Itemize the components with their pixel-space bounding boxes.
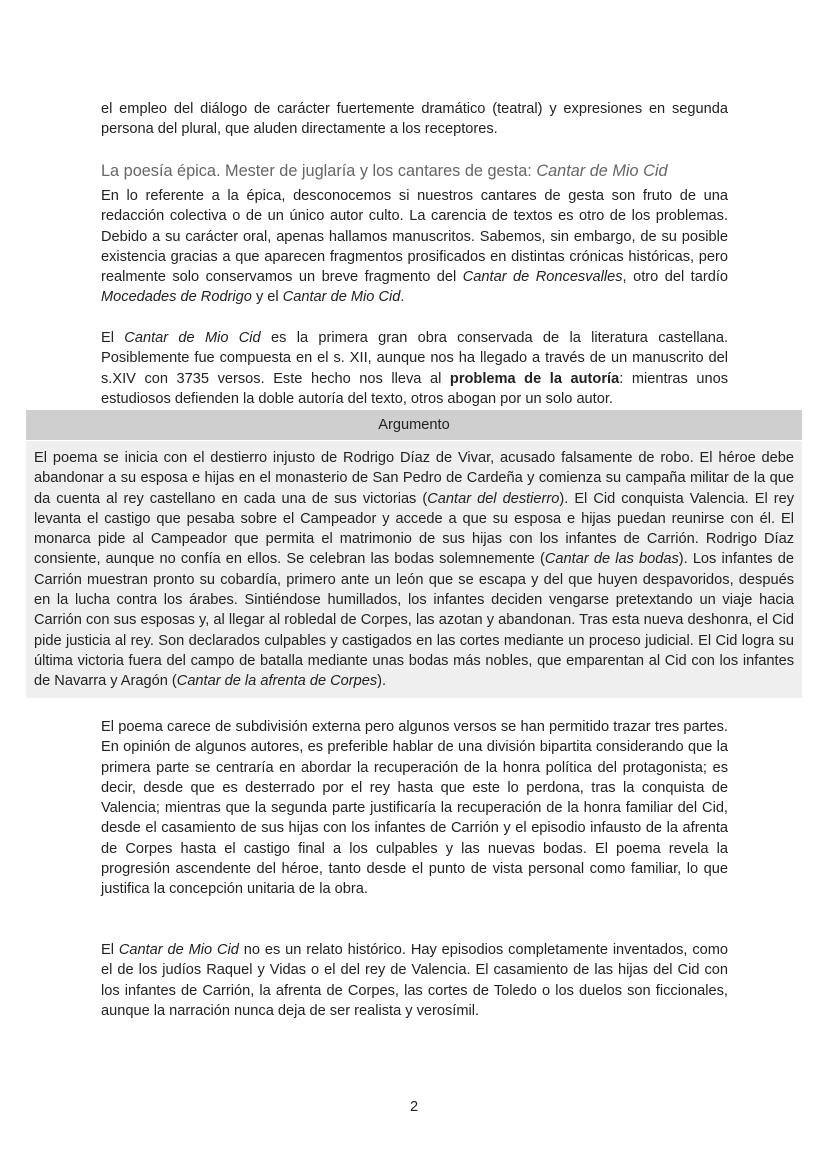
para4-c: no es un relato histórico. Hay episodios completamente inventados, como el de los judíos Raquel y Vidas o el del rey de Valencia. El casamiento de las hijas del Cid con los infantes de Carrión, la afrenta de Corpes, las cortes de Toledo o los duelos son ficcionales, aunque la narración nunca deja de ser realista y verosímil. bbox=[101, 942, 729, 1019]
para4-a: El bbox=[101, 942, 119, 958]
page-number: 2 bbox=[409, 1099, 419, 1115]
para1-c: , otro del tardío bbox=[622, 269, 728, 286]
para1-d: Mocedades de Rodrigo bbox=[101, 289, 252, 306]
para3-text: El poema carece de subdivisión externa pero algunos versos se han permitido trazar tres partes. En opinión de algunos autores, es preferible hablar de una división bipartita considerando que la primera parte se centraría en abordar la recuperación de la honra política del protagonista; es decir, desde que es desterrado por el rey hasta que este lo perdona, tras la conquista de Valencia; mientras que la segunda parte justificaría la recuperación de la honra familiar del Cid, desde el casamiento de sus hijas con los infantes de Carrión y el episodio infausto de la afrenta de Corpes hasta el castigo final a los culpables y las nuevas bodas. El poema revela la progresión ascendente del héroe, tanto desde el punto de vista personal como familiar, lo que justifica la concepción unitaria de la obra. bbox=[101, 719, 728, 898]
argument-g: ). bbox=[377, 673, 387, 690]
para2-b: Cantar de Mio Cid bbox=[124, 330, 261, 346]
para1-a: En lo referente a la épica, desconocemos si nuestros cantares de gesta son fruto de una redacción colectiva o de un único autor culto. La carencia de textos es otro de los problemas. Debido a su carácter oral, apenas hallamos manuscritos. Sabemos, sin embargo, de su posible existencia gracias a que aparecen fragmentos prosificados en distintas crónicas históricas, pero realmente solo conservamos un breve fragmento del bbox=[101, 188, 728, 286]
para1-e: y el bbox=[251, 289, 283, 306]
para1-b: Cantar de Roncesvalles bbox=[462, 269, 623, 286]
argument-body bbox=[26, 441, 802, 698]
argument-b: Cantar del destierro bbox=[427, 490, 560, 507]
section-heading-text: La poesía épica. Mester de juglaría y los cantares de gesta: bbox=[101, 162, 537, 180]
para1-g: . bbox=[400, 289, 405, 306]
para2-c: es la primera gran obra conservada de la literatura castellana. Posiblemente fue compuesta en el s. XII, aunque nos ha llegado a través de un manuscrito del s.XIV con 3735 versos. Este hecho nos lleva al bbox=[101, 330, 728, 387]
intro-text: el empleo del diálogo de carácter fuertemente dramático (teatral) y expresiones en segunda persona del plural, que aluden directamente a los receptores. bbox=[101, 101, 728, 138]
section-heading bbox=[101, 160, 668, 182]
paragraph-historicity bbox=[101, 940, 728, 1021]
argument-c: ). El Cid conquista Valencia. El rey levanta el castigo que pesaba sobre el Campeador y accede a que su esposa e hijas puedan reunirse con él. El monarca pide al Campeador que permita el matrimonio de sus hijas con los infantes de Carrión. Rodrigo Díaz consiente, aunque no confía en ellos. Se celebran las bodas solemnemente ( bbox=[34, 490, 794, 568]
paragraph-structure bbox=[101, 717, 728, 900]
para2-e: : mientras unos estudiosos defienden la doble autoría del texto, otros abogan por un solo autor. bbox=[101, 370, 728, 407]
intro-paragraph bbox=[101, 99, 728, 140]
para2-d: problema de la autoría bbox=[449, 370, 620, 387]
argument-header: Argumento bbox=[26, 410, 802, 440]
argument-e: ). Los infantes de Carrión muestran pronto su cobardía, primero ante un león que se escapa y del que huyen despavoridos, después en la lucha contra los árabes. Sintiéndose humillados, los infantes deciden vengarse pretextando un viaje hacia Carrión con sus esposas y, al llegar al robledal de Corpes, las azotan y abandonan. Tras esta nueva deshonra, el Cid pide justicia al rey. Son declarados culpables y castigados en las cortes mediante un proceso judicial. El Cid logra su última victoria fuera del campo de batalla mediante unas bodas más nobles, que emparentan al Cid con los infantes de Navarra y Aragón ( bbox=[34, 551, 794, 690]
section-heading-italic: Cantar de Mio Cid bbox=[536, 162, 668, 180]
para4-b: Cantar de Mio Cid bbox=[118, 942, 239, 958]
argument-d: Cantar de las bodas bbox=[544, 551, 679, 568]
argument-f: Cantar de la afrenta de Corpes bbox=[176, 673, 378, 690]
argument-a: El poema se inicia con el destierro injusto de Rodrigo Díaz de Vivar, acusado falsamente de robo. El héroe debe abandonar a su esposa e hijas en el monasterio de San Pedro de Cardeña y comienza su campaña militar de la que da cuenta al rey castellano en cada una de sus victorias ( bbox=[34, 450, 794, 507]
para2-a: El bbox=[101, 330, 125, 346]
para1-f: Cantar de Mio Cid bbox=[282, 289, 401, 306]
paragraph-cantar bbox=[101, 328, 728, 409]
paragraph-epic bbox=[101, 186, 728, 308]
